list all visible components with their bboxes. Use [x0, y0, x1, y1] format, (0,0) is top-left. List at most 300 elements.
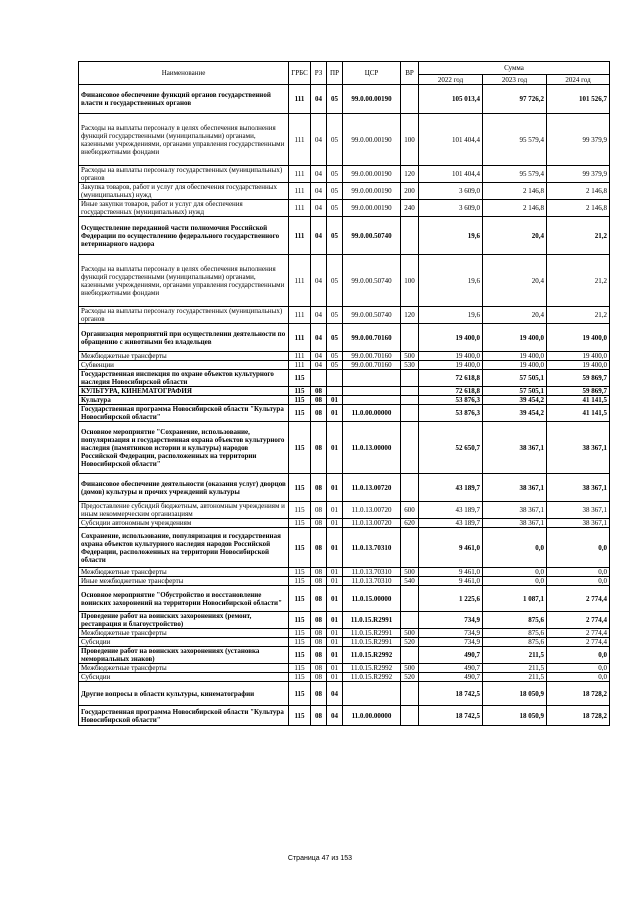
- cell-y1: 72 618,8: [419, 387, 483, 396]
- table-row: [79, 629, 610, 638]
- cell-pr: 01: [327, 673, 343, 682]
- cell-name: Иные закупки товаров, работ и услуг для обеспечения государственных (муниципальных) нужд: [79, 200, 289, 217]
- cell-pr: 05: [327, 361, 343, 370]
- cell-y2: 211,5: [483, 647, 547, 664]
- cell-grbs: 115: [289, 629, 311, 638]
- cell-pr: 01: [327, 586, 343, 612]
- cell-csr: 11.0.15.R2992: [343, 647, 401, 664]
- cell-vr: 540: [401, 577, 419, 586]
- cell-pr: 05: [327, 114, 343, 166]
- cell-y1: 490,7: [419, 664, 483, 673]
- cell-grbs: 111: [289, 255, 311, 307]
- cell-y1: 19,6: [419, 217, 483, 255]
- cell-name: Расходы на выплаты персоналу в целях обеспечения выполнения функций государственными (муниципальными) органами, казенными учреждениями, органами управления государственными внебюджетными фондами: [79, 114, 289, 166]
- cell-y3: 99 379,9: [547, 166, 610, 183]
- cell-y3: 59 869,7: [547, 370, 610, 387]
- cell-grbs: 115: [289, 568, 311, 577]
- cell-y3: 2 774,4: [547, 586, 610, 612]
- cell-grbs: 111: [289, 307, 311, 324]
- cell-name: Расходы на выплаты персоналу в целях обеспечения выполнения функций государственными (муниципальными) органами, казенными учреждениями, органами управления государственными внебюджетными фондами: [79, 255, 289, 307]
- cell-vr: [401, 370, 419, 387]
- cell-csr: 99.0.00.70160: [343, 352, 401, 361]
- cell-grbs: 111: [289, 217, 311, 255]
- cell-grbs: 111: [289, 114, 311, 166]
- cell-y3: 2 774,4: [547, 629, 610, 638]
- cell-name: Расходы на выплаты персоналу государственных (муниципальных) органов: [79, 166, 289, 183]
- table-row: [79, 612, 610, 629]
- cell-rz: 08: [311, 682, 327, 706]
- cell-vr: [401, 474, 419, 502]
- cell-y3: 38 367,1: [547, 502, 610, 519]
- cell-y1: 9 461,0: [419, 528, 483, 568]
- cell-csr: 11.0.13.00720: [343, 519, 401, 528]
- cell-csr: [343, 387, 401, 396]
- cell-name: Государственная инспекция по охране объектов культурного наследия Новосибирской области: [79, 370, 289, 387]
- cell-name: Иные межбюджетные трансферты: [79, 577, 289, 586]
- cell-grbs: 115: [289, 405, 311, 422]
- cell-y3: 19 400,0: [547, 352, 610, 361]
- cell-pr: 01: [327, 519, 343, 528]
- cell-y1: 53 876,3: [419, 405, 483, 422]
- cell-vr: [401, 217, 419, 255]
- cell-vr: [401, 396, 419, 405]
- cell-pr: [327, 370, 343, 387]
- table-row: [79, 361, 610, 370]
- table-row: [79, 200, 610, 217]
- budget-table: [78, 61, 610, 726]
- cell-y1: 3 609,0: [419, 200, 483, 217]
- cell-y3: 19 400,0: [547, 361, 610, 370]
- cell-grbs: 115: [289, 519, 311, 528]
- table-row: [79, 422, 610, 474]
- cell-y1: 1 225,6: [419, 586, 483, 612]
- cell-name: Предоставление субсидий бюджетным, автономным учреждениям и иным некоммерческим организациям: [79, 502, 289, 519]
- cell-pr: 05: [327, 307, 343, 324]
- cell-y3: 2 774,4: [547, 638, 610, 647]
- table-row: [79, 166, 610, 183]
- table-header: [79, 62, 610, 85]
- cell-y1: 9 461,0: [419, 568, 483, 577]
- cell-pr: 01: [327, 396, 343, 405]
- cell-pr: 01: [327, 568, 343, 577]
- cell-grbs: 115: [289, 638, 311, 647]
- cell-y2: 38 367,1: [483, 502, 547, 519]
- cell-rz: 08: [311, 519, 327, 528]
- cell-name: Проведение работ на воинских захоронениях (установка мемориальных знаков): [79, 647, 289, 664]
- cell-y3: 0,0: [547, 528, 610, 568]
- cell-pr: 01: [327, 405, 343, 422]
- cell-y3: 18 728,2: [547, 682, 610, 706]
- cell-y2: 39 454,2: [483, 405, 547, 422]
- cell-pr: 01: [327, 528, 343, 568]
- cell-y2: 875,6: [483, 638, 547, 647]
- table-row: [79, 405, 610, 422]
- header-year-2023: 2023 год: [483, 75, 547, 85]
- cell-rz: 08: [311, 664, 327, 673]
- cell-y1: 72 618,8: [419, 370, 483, 387]
- cell-y2: 0,0: [483, 577, 547, 586]
- cell-vr: 500: [401, 629, 419, 638]
- cell-rz: [311, 370, 327, 387]
- cell-csr: 99.0.00.50740: [343, 255, 401, 307]
- cell-pr: 01: [327, 647, 343, 664]
- cell-y3: 0,0: [547, 664, 610, 673]
- cell-rz: 08: [311, 422, 327, 474]
- cell-grbs: 115: [289, 664, 311, 673]
- cell-vr: 200: [401, 183, 419, 200]
- table-row: [79, 307, 610, 324]
- cell-pr: 01: [327, 577, 343, 586]
- cell-y2: 2 146,8: [483, 200, 547, 217]
- cell-grbs: 111: [289, 361, 311, 370]
- cell-y3: 2 146,8: [547, 183, 610, 200]
- cell-name: Осуществление переданной части полномочия Российской Федерации по осуществлению федерального государственного ветеринарного надзора: [79, 217, 289, 255]
- cell-y3: 41 141,5: [547, 405, 610, 422]
- cell-y1: 19 400,0: [419, 352, 483, 361]
- cell-grbs: 115: [289, 577, 311, 586]
- cell-y2: 38 367,1: [483, 474, 547, 502]
- cell-grbs: 115: [289, 387, 311, 396]
- cell-y1: 19,6: [419, 255, 483, 307]
- cell-csr: 11.0.13.00000: [343, 422, 401, 474]
- cell-name: Расходы на выплаты персоналу государственных (муниципальных) органов: [79, 307, 289, 324]
- cell-name: Основное мероприятие "Обустройство и восстановление воинских захоронений на территории Новосибирской области": [79, 586, 289, 612]
- cell-vr: 530: [401, 361, 419, 370]
- cell-grbs: 111: [289, 200, 311, 217]
- header-vr: ВР: [401, 62, 419, 85]
- table-row: [79, 682, 610, 706]
- cell-pr: 05: [327, 85, 343, 114]
- cell-csr: 99.0.00.50740: [343, 217, 401, 255]
- cell-pr: 05: [327, 166, 343, 183]
- header-csr: ЦСР: [343, 62, 401, 85]
- cell-grbs: 111: [289, 183, 311, 200]
- table-row: [79, 114, 610, 166]
- cell-y3: 18 728,2: [547, 706, 610, 726]
- cell-grbs: 115: [289, 586, 311, 612]
- cell-rz: 04: [311, 217, 327, 255]
- cell-y3: 0,0: [547, 577, 610, 586]
- cell-y3: 38 367,1: [547, 519, 610, 528]
- cell-csr: 11.0.13.70310: [343, 577, 401, 586]
- cell-pr: 01: [327, 629, 343, 638]
- cell-y2: 20,4: [483, 217, 547, 255]
- cell-y1: 19 400,0: [419, 361, 483, 370]
- cell-y3: 21,2: [547, 217, 610, 255]
- cell-vr: [401, 324, 419, 352]
- cell-csr: 99.0.00.70160: [343, 361, 401, 370]
- cell-vr: 600: [401, 502, 419, 519]
- cell-csr: 99.0.00.00190: [343, 166, 401, 183]
- cell-y1: 490,7: [419, 673, 483, 682]
- table-row: [79, 217, 610, 255]
- table-row: [79, 502, 610, 519]
- cell-rz: 04: [311, 361, 327, 370]
- cell-rz: 08: [311, 502, 327, 519]
- cell-vr: [401, 85, 419, 114]
- cell-grbs: 115: [289, 612, 311, 629]
- cell-csr: 11.0.13.00720: [343, 502, 401, 519]
- cell-grbs: 115: [289, 706, 311, 726]
- cell-rz: 08: [311, 706, 327, 726]
- cell-y2: 38 367,1: [483, 422, 547, 474]
- cell-rz: 08: [311, 673, 327, 682]
- cell-y2: 0,0: [483, 528, 547, 568]
- table-row: [79, 396, 610, 405]
- cell-y3: 21,2: [547, 255, 610, 307]
- cell-pr: 05: [327, 217, 343, 255]
- cell-grbs: 115: [289, 682, 311, 706]
- cell-pr: 05: [327, 255, 343, 307]
- cell-grbs: 115: [289, 673, 311, 682]
- cell-y2: 875,6: [483, 629, 547, 638]
- cell-pr: 01: [327, 664, 343, 673]
- cell-name: Межбюджетные трансферты: [79, 568, 289, 577]
- cell-rz: 08: [311, 647, 327, 664]
- cell-vr: 500: [401, 568, 419, 577]
- cell-name: Межбюджетные трансферты: [79, 664, 289, 673]
- cell-y1: 490,7: [419, 647, 483, 664]
- cell-y3: 38 367,1: [547, 422, 610, 474]
- cell-pr: 05: [327, 200, 343, 217]
- cell-rz: 04: [311, 85, 327, 114]
- cell-y1: 3 609,0: [419, 183, 483, 200]
- cell-y2: 95 579,4: [483, 166, 547, 183]
- cell-grbs: 111: [289, 166, 311, 183]
- cell-y3: 19 400,0: [547, 324, 610, 352]
- table-row: [79, 519, 610, 528]
- cell-y2: 18 050,9: [483, 706, 547, 726]
- cell-y3: 0,0: [547, 647, 610, 664]
- cell-csr: 11.0.13.70310: [343, 568, 401, 577]
- header-sum: Сумма: [419, 62, 610, 75]
- cell-vr: [401, 405, 419, 422]
- cell-name: Межбюджетные трансферты: [79, 629, 289, 638]
- cell-rz: 04: [311, 114, 327, 166]
- table-body: [79, 85, 610, 726]
- cell-y1: 19 400,0: [419, 324, 483, 352]
- cell-csr: 99.0.00.50740: [343, 307, 401, 324]
- cell-name: Сохранение, использование, популяризация и государственная охрана объектов культурного наследия народов Российской Федерации, расположенных на территории Новосибирской области: [79, 528, 289, 568]
- cell-csr: 11.0.00.00000: [343, 706, 401, 726]
- cell-pr: 01: [327, 502, 343, 519]
- cell-y1: 53 876,3: [419, 396, 483, 405]
- cell-name: Финансовое обеспечение деятельности (оказания услуг) дворцов (домов) культуры и прочих учреждений культуры: [79, 474, 289, 502]
- cell-csr: [343, 682, 401, 706]
- cell-grbs: 115: [289, 647, 311, 664]
- cell-pr: 05: [327, 324, 343, 352]
- cell-rz: 04: [311, 324, 327, 352]
- cell-y2: 2 146,8: [483, 183, 547, 200]
- cell-y2: 211,5: [483, 664, 547, 673]
- cell-grbs: 111: [289, 85, 311, 114]
- cell-rz: 08: [311, 629, 327, 638]
- cell-vr: 620: [401, 519, 419, 528]
- cell-name: Организация мероприятий при осуществлении деятельности по обращению с животными без владельцев: [79, 324, 289, 352]
- cell-csr: 99.0.00.00190: [343, 114, 401, 166]
- cell-pr: 04: [327, 682, 343, 706]
- cell-grbs: 115: [289, 396, 311, 405]
- cell-vr: [401, 586, 419, 612]
- cell-csr: [343, 396, 401, 405]
- table-row: [79, 638, 610, 647]
- cell-y2: 1 087,1: [483, 586, 547, 612]
- cell-vr: [401, 422, 419, 474]
- cell-grbs: 115: [289, 474, 311, 502]
- cell-y2: 18 050,9: [483, 682, 547, 706]
- cell-y2: 20,4: [483, 307, 547, 324]
- cell-pr: 05: [327, 352, 343, 361]
- cell-pr: 01: [327, 612, 343, 629]
- cell-y2: 95 579,4: [483, 114, 547, 166]
- table-row: [79, 387, 610, 396]
- table-row: [79, 586, 610, 612]
- cell-name: Субсидии: [79, 638, 289, 647]
- cell-vr: 120: [401, 166, 419, 183]
- cell-pr: 04: [327, 706, 343, 726]
- cell-rz: 08: [311, 612, 327, 629]
- cell-y2: 211,5: [483, 673, 547, 682]
- table-row: [79, 528, 610, 568]
- cell-rz: 08: [311, 405, 327, 422]
- cell-rz: 04: [311, 352, 327, 361]
- cell-rz: 04: [311, 200, 327, 217]
- cell-vr: [401, 528, 419, 568]
- cell-y2: 19 400,0: [483, 361, 547, 370]
- cell-y1: 52 650,7: [419, 422, 483, 474]
- header-pr: ПР: [327, 62, 343, 85]
- cell-y3: 59 869,7: [547, 387, 610, 396]
- cell-y1: 43 189,7: [419, 474, 483, 502]
- cell-y2: 19 400,0: [483, 352, 547, 361]
- cell-rz: 08: [311, 568, 327, 577]
- cell-csr: 99.0.00.00190: [343, 183, 401, 200]
- cell-y1: 734,9: [419, 629, 483, 638]
- cell-y2: 57 505,1: [483, 387, 547, 396]
- cell-grbs: 111: [289, 324, 311, 352]
- cell-pr: 05: [327, 183, 343, 200]
- cell-pr: [327, 387, 343, 396]
- cell-name: Субвенции: [79, 361, 289, 370]
- cell-rz: 04: [311, 255, 327, 307]
- table-row: [79, 85, 610, 114]
- cell-y1: 101 404,4: [419, 114, 483, 166]
- table-row: [79, 352, 610, 361]
- page-number: Страница 47 из 153: [287, 855, 353, 862]
- cell-pr: 01: [327, 422, 343, 474]
- cell-rz: 08: [311, 577, 327, 586]
- cell-grbs: 115: [289, 370, 311, 387]
- cell-y1: 43 189,7: [419, 519, 483, 528]
- cell-y3: 2 146,8: [547, 200, 610, 217]
- cell-csr: 11.0.15.R2991: [343, 629, 401, 638]
- cell-y3: 101 526,7: [547, 85, 610, 114]
- cell-rz: 04: [311, 166, 327, 183]
- cell-y3: 41 141,5: [547, 396, 610, 405]
- cell-vr: 100: [401, 255, 419, 307]
- cell-rz: 08: [311, 528, 327, 568]
- cell-csr: 11.0.15.R2992: [343, 673, 401, 682]
- table-row: [79, 370, 610, 387]
- cell-rz: 08: [311, 387, 327, 396]
- cell-vr: 500: [401, 352, 419, 361]
- cell-y1: 734,9: [419, 638, 483, 647]
- cell-name: Закупка товаров, работ и услуг для обеспечения государственных (муниципальных) нужд: [79, 183, 289, 200]
- table-row: [79, 706, 610, 726]
- cell-y1: 43 189,7: [419, 502, 483, 519]
- cell-grbs: 111: [289, 352, 311, 361]
- cell-y1: 9 461,0: [419, 577, 483, 586]
- cell-pr: 01: [327, 638, 343, 647]
- cell-name: Государственная программа Новосибирской области "Культура Новосибирской области": [79, 405, 289, 422]
- cell-vr: [401, 612, 419, 629]
- cell-y1: 105 013,4: [419, 85, 483, 114]
- cell-rz: 08: [311, 586, 327, 612]
- cell-name: Культура: [79, 396, 289, 405]
- cell-y1: 18 742,5: [419, 682, 483, 706]
- cell-csr: 99.0.00.00190: [343, 85, 401, 114]
- cell-y3: 0,0: [547, 673, 610, 682]
- table-row: [79, 255, 610, 307]
- table-row: [79, 568, 610, 577]
- table-row: [79, 474, 610, 502]
- cell-grbs: 115: [289, 528, 311, 568]
- cell-vr: 520: [401, 673, 419, 682]
- cell-rz: 04: [311, 183, 327, 200]
- cell-y1: 734,9: [419, 612, 483, 629]
- cell-y2: 19 400,0: [483, 324, 547, 352]
- cell-name: Межбюджетные трансферты: [79, 352, 289, 361]
- cell-csr: 11.0.00.00000: [343, 405, 401, 422]
- cell-vr: 520: [401, 638, 419, 647]
- cell-vr: [401, 682, 419, 706]
- cell-name: Проведение работ на воинских захоронениях (ремонт, реставрация и благоустройство): [79, 612, 289, 629]
- cell-name: Финансовое обеспечение функций органов государственной власти и государственных органов: [79, 85, 289, 114]
- cell-rz: 08: [311, 638, 327, 647]
- cell-y1: 19,6: [419, 307, 483, 324]
- cell-rz: 08: [311, 474, 327, 502]
- cell-csr: 11.0.15.R2991: [343, 612, 401, 629]
- table-row: [79, 673, 610, 682]
- cell-grbs: 115: [289, 502, 311, 519]
- cell-vr: 500: [401, 664, 419, 673]
- cell-y2: 875,6: [483, 612, 547, 629]
- header-name: Наименование: [79, 62, 289, 85]
- header-rz: РЗ: [311, 62, 327, 85]
- cell-vr: [401, 647, 419, 664]
- table-row: [79, 647, 610, 664]
- cell-y3: 38 367,1: [547, 474, 610, 502]
- cell-csr: 11.0.15.R2991: [343, 638, 401, 647]
- cell-name: КУЛЬТУРА, КИНЕМАТОГРАФИЯ: [79, 387, 289, 396]
- cell-vr: 100: [401, 114, 419, 166]
- table-row: [79, 183, 610, 200]
- cell-y2: 39 454,2: [483, 396, 547, 405]
- cell-vr: [401, 387, 419, 396]
- cell-csr: 11.0.15.00000: [343, 586, 401, 612]
- cell-y3: 0,0: [547, 568, 610, 577]
- cell-y2: 20,4: [483, 255, 547, 307]
- cell-name: Субсидии автономным учреждениям: [79, 519, 289, 528]
- cell-name: Государственная программа Новосибирской области "Культура Новосибирской области": [79, 706, 289, 726]
- cell-vr: [401, 706, 419, 726]
- cell-y2: 0,0: [483, 568, 547, 577]
- table-row: [79, 664, 610, 673]
- cell-vr: 240: [401, 200, 419, 217]
- cell-y3: 21,2: [547, 307, 610, 324]
- table-row: [79, 577, 610, 586]
- cell-csr: 99.0.00.70160: [343, 324, 401, 352]
